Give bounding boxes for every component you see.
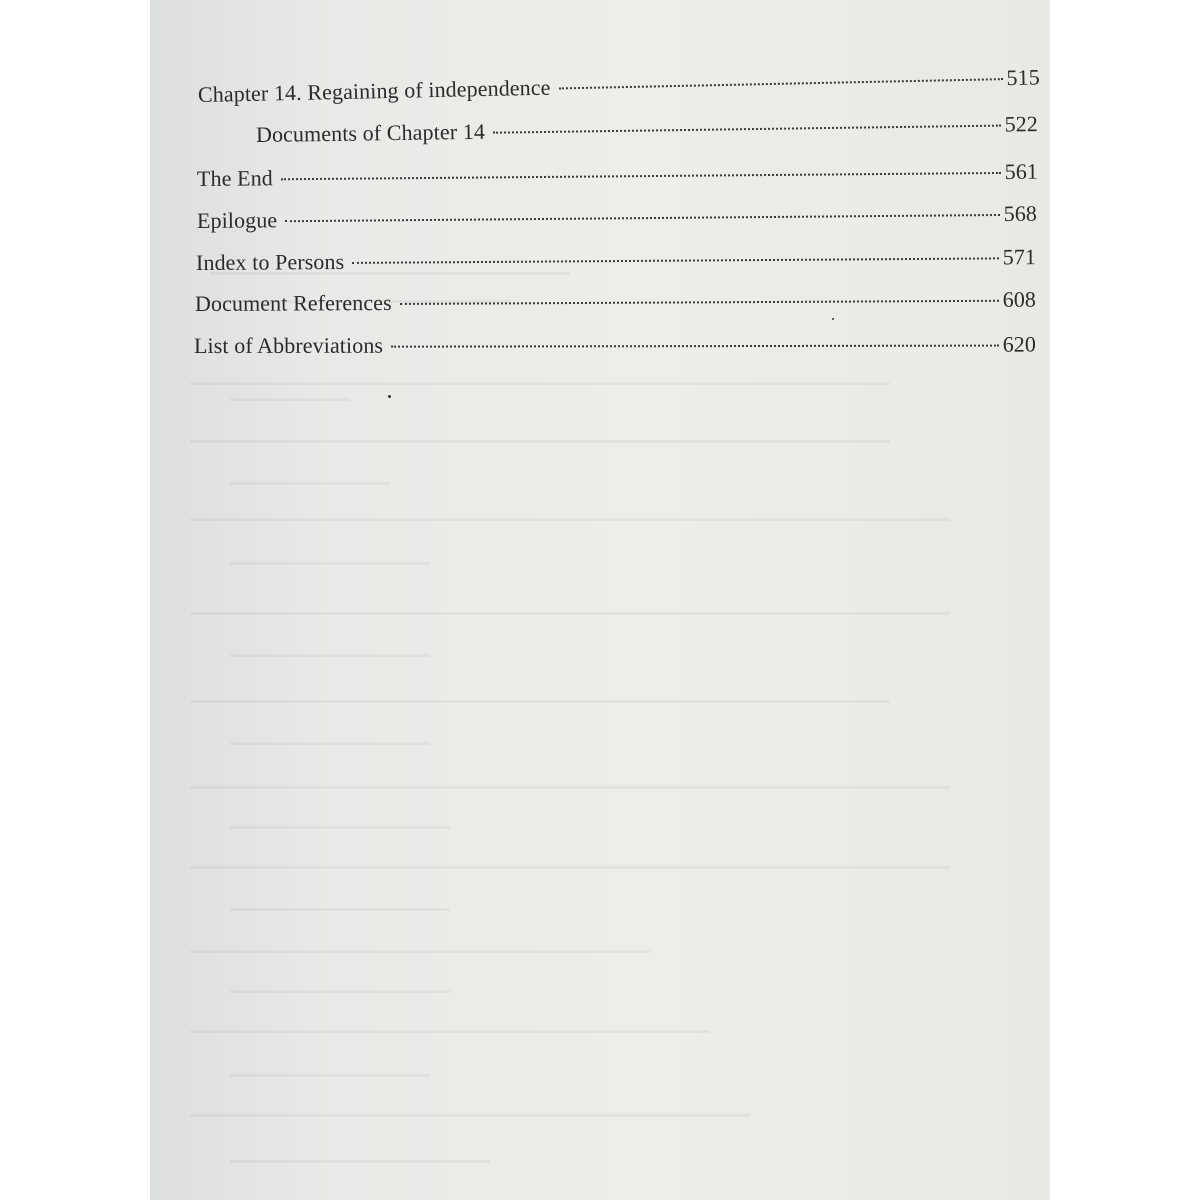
toc-entry-page: 568 [1003,200,1038,226]
toc-leader-dots [400,300,999,305]
toc-leader-dots [285,214,999,222]
toc-entry-page: 561 [1004,158,1039,184]
toc-entry [197,201,1037,234]
toc-entry-title: Chapter 14. Regaining of independence [197,74,551,107]
toc-entry-page: 571 [1002,244,1037,270]
toc-entry-title: Index to Persons [195,248,345,275]
toc-entry [197,159,1038,192]
ink-speck [832,318,834,320]
toc-leader-dots [391,345,999,348]
toc-entry-page: 608 [1002,286,1037,312]
table-of-contents [150,0,1050,400]
toc-entry-title: Documents of Chapter 14 [255,118,486,147]
toc-leader-dots [493,125,1001,134]
toc-entry [256,111,1038,148]
toc-entry-page: 522 [1004,111,1039,137]
toc-leader-dots [352,257,998,264]
toc-entry-page: 620 [1002,331,1037,357]
toc-entry [194,332,1036,359]
book-page [150,0,1050,1200]
toc-entry [196,244,1036,276]
toc-leader-dots [558,78,1002,89]
toc-entry [198,64,1040,108]
toc-entry-title: The End [196,165,273,191]
toc-entry-title: Epilogue [196,207,278,233]
toc-leader-dots [281,172,1001,180]
toc-entry-title: Document References [194,289,392,316]
ink-speck [388,395,391,398]
toc-entry-page: 515 [1006,64,1041,91]
toc-entry-title: List of Abbreviations [193,332,384,358]
toc-entry [195,287,1036,317]
